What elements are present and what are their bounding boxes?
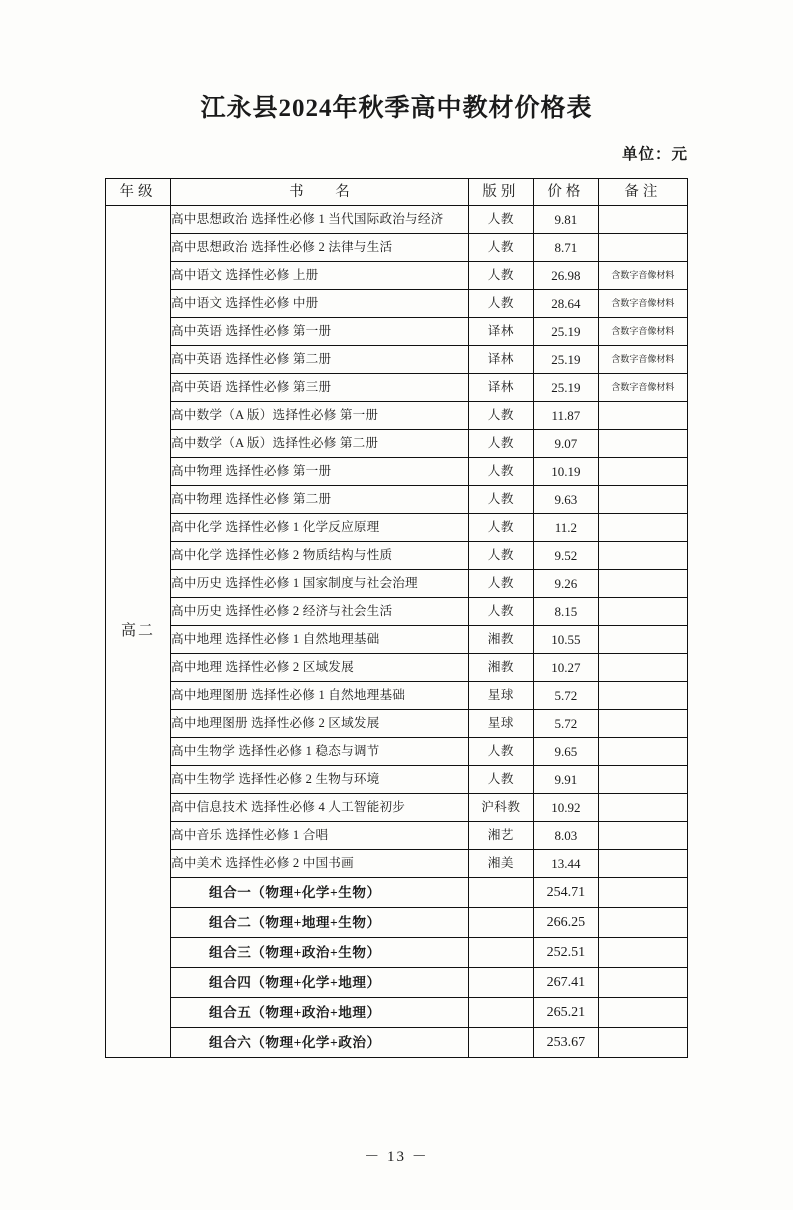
note-cell [598,402,687,430]
price-cell: 9.26 [533,570,598,598]
price-cell: 10.27 [533,654,598,682]
price-cell: 11.2 [533,514,598,542]
table-row [106,850,688,878]
publisher-cell: 湘教 [468,654,533,682]
publisher-cell: 人教 [468,514,533,542]
price-cell: 8.15 [533,598,598,626]
publisher-cell: 人教 [468,486,533,514]
header-publisher: 版别 [468,179,533,206]
book-name-cell: 高中英语 选择性必修 第三册 [171,374,469,402]
book-name-cell: 高中语文 选择性必修 中册 [171,290,469,318]
note-cell [598,794,687,822]
publisher-cell: 人教 [468,290,533,318]
publisher-cell: 湘艺 [468,822,533,850]
note-cell [598,822,687,850]
price-cell: 9.63 [533,486,598,514]
table-row [106,458,688,486]
table-row [106,206,688,234]
price-cell: 9.07 [533,430,598,458]
book-name-cell: 组合二（物理+地理+生物） [171,908,469,938]
page-title: 江永县2024年秋季高中教材价格表 [200,95,593,122]
grade-cell: 高二 [106,206,171,1058]
book-name-cell: 高中历史 选择性必修 2 经济与社会生活 [171,598,469,626]
book-name-cell: 高中物理 选择性必修 第二册 [171,486,469,514]
publisher-cell [468,968,533,998]
table-row [106,1028,688,1058]
publisher-cell: 星球 [468,682,533,710]
note-cell [598,430,687,458]
book-name-cell: 高中数学（A 版）选择性必修 第一册 [171,402,469,430]
book-name-cell: 组合一（物理+化学+生物） [171,878,469,908]
note-cell [598,738,687,766]
book-name-cell: 高中地理 选择性必修 2 区域发展 [171,654,469,682]
note-cell [598,206,687,234]
price-cell: 25.19 [533,346,598,374]
price-cell: 10.19 [533,458,598,486]
header-grade: 年级 [106,179,171,206]
table-row [106,570,688,598]
table-row [106,908,688,938]
book-name-cell: 高中历史 选择性必修 1 国家制度与社会治理 [171,570,469,598]
price-cell: 11.87 [533,402,598,430]
book-name-cell: 高中化学 选择性必修 2 物质结构与性质 [171,542,469,570]
price-cell: 265.21 [533,998,598,1028]
note-cell [598,542,687,570]
note-cell [598,570,687,598]
book-name-cell: 高中美术 选择性必修 2 中国书画 [171,850,469,878]
book-name-cell: 组合五（物理+政治+地理） [171,998,469,1028]
note-cell [598,710,687,738]
unit-label: 单位：元 [621,146,688,163]
note-cell [598,514,687,542]
table-row [106,938,688,968]
note-cell [598,968,687,998]
table-row [106,346,688,374]
note-cell [598,908,687,938]
book-name-cell: 组合三（物理+政治+生物） [171,938,469,968]
publisher-cell [468,1028,533,1058]
book-name-cell: 高中英语 选择性必修 第一册 [171,318,469,346]
book-name-cell: 高中生物学 选择性必修 2 生物与环境 [171,766,469,794]
table-row [106,234,688,262]
book-name-cell: 高中英语 选择性必修 第二册 [171,346,469,374]
price-cell: 13.44 [533,850,598,878]
book-name-cell: 高中地理图册 选择性必修 1 自然地理基础 [171,682,469,710]
table-row [106,710,688,738]
price-cell: 9.65 [533,738,598,766]
price-table-body [106,179,688,1058]
note-cell [598,850,687,878]
price-cell: 10.92 [533,794,598,822]
book-name-cell: 高中物理 选择性必修 第一册 [171,458,469,486]
note-cell [598,938,687,968]
publisher-cell: 人教 [468,206,533,234]
note-cell: 含数字音像材料 [598,374,687,402]
note-cell [598,878,687,908]
book-name-cell: 高中思想政治 选择性必修 2 法律与生活 [171,234,469,262]
price-table-container [0,178,793,1058]
note-cell: 含数字音像材料 [598,262,687,290]
book-name-cell: 高中化学 选择性必修 1 化学反应原理 [171,514,469,542]
book-name-cell: 组合四（物理+化学+地理） [171,968,469,998]
book-name-cell: 高中地理 选择性必修 1 自然地理基础 [171,626,469,654]
note-cell: 含数字音像材料 [598,318,687,346]
page-number: － 13 － [364,1149,429,1165]
publisher-cell: 人教 [468,570,533,598]
publisher-cell [468,998,533,1028]
price-cell: 254.71 [533,878,598,908]
price-cell: 8.03 [533,822,598,850]
note-cell [598,486,687,514]
note-cell: 含数字音像材料 [598,346,687,374]
publisher-cell [468,878,533,908]
table-row [106,318,688,346]
publisher-cell: 人教 [468,738,533,766]
price-cell: 26.98 [533,262,598,290]
price-cell: 5.72 [533,710,598,738]
price-cell: 5.72 [533,682,598,710]
table-row [106,430,688,458]
note-cell [598,458,687,486]
publisher-cell: 人教 [468,402,533,430]
price-cell: 28.64 [533,290,598,318]
table-row [106,598,688,626]
publisher-cell: 人教 [468,458,533,486]
note-cell [598,234,687,262]
publisher-cell: 人教 [468,766,533,794]
book-name-cell: 高中音乐 选择性必修 1 合唱 [171,822,469,850]
note-cell [598,1028,687,1058]
table-row [106,968,688,998]
publisher-cell: 人教 [468,262,533,290]
book-name-cell: 高中生物学 选择性必修 1 稳态与调节 [171,738,469,766]
price-table [105,178,688,1058]
note-cell [598,766,687,794]
table-row [106,682,688,710]
price-cell: 267.41 [533,968,598,998]
header-book-name: 书 名 [171,179,469,206]
publisher-cell: 人教 [468,234,533,262]
publisher-cell: 沪科教 [468,794,533,822]
document-page [0,88,793,1210]
publisher-cell: 星球 [468,710,533,738]
table-row [106,766,688,794]
table-row [106,542,688,570]
table-row [106,822,688,850]
book-name-cell: 高中语文 选择性必修 上册 [171,262,469,290]
header-note: 备注 [598,179,687,206]
table-row [106,626,688,654]
book-name-cell: 组合六（物理+化学+政治） [171,1028,469,1058]
price-cell: 9.81 [533,206,598,234]
table-row [106,514,688,542]
book-name-cell: 高中信息技术 选择性必修 4 人工智能初步 [171,794,469,822]
table-row [106,486,688,514]
publisher-cell [468,938,533,968]
table-row [106,654,688,682]
publisher-cell: 译林 [468,346,533,374]
note-cell [598,626,687,654]
price-cell: 266.25 [533,908,598,938]
publisher-cell: 人教 [468,430,533,458]
price-cell: 252.51 [533,938,598,968]
price-cell: 10.55 [533,626,598,654]
publisher-cell [468,908,533,938]
book-name-cell: 高中思想政治 选择性必修 1 当代国际政治与经济 [171,206,469,234]
publisher-cell: 湘美 [468,850,533,878]
table-row [106,998,688,1028]
price-cell: 8.71 [533,234,598,262]
price-cell: 25.19 [533,318,598,346]
table-header-row [106,179,688,206]
note-cell [598,998,687,1028]
publisher-cell: 译林 [468,374,533,402]
note-cell: 含数字音像材料 [598,290,687,318]
publisher-cell: 湘教 [468,626,533,654]
header-price: 价格 [533,179,598,206]
price-cell: 9.52 [533,542,598,570]
price-cell: 9.91 [533,766,598,794]
publisher-cell: 人教 [468,542,533,570]
table-row [106,878,688,908]
table-row [106,290,688,318]
table-row [106,374,688,402]
note-cell [598,682,687,710]
note-cell [598,598,687,626]
table-row [106,262,688,290]
book-name-cell: 高中数学（A 版）选择性必修 第二册 [171,430,469,458]
price-cell: 253.67 [533,1028,598,1058]
note-cell [598,654,687,682]
publisher-cell: 译林 [468,318,533,346]
table-row [106,402,688,430]
table-row [106,738,688,766]
publisher-cell: 人教 [468,598,533,626]
book-name-cell: 高中地理图册 选择性必修 2 区域发展 [171,710,469,738]
price-cell: 25.19 [533,374,598,402]
table-row [106,794,688,822]
